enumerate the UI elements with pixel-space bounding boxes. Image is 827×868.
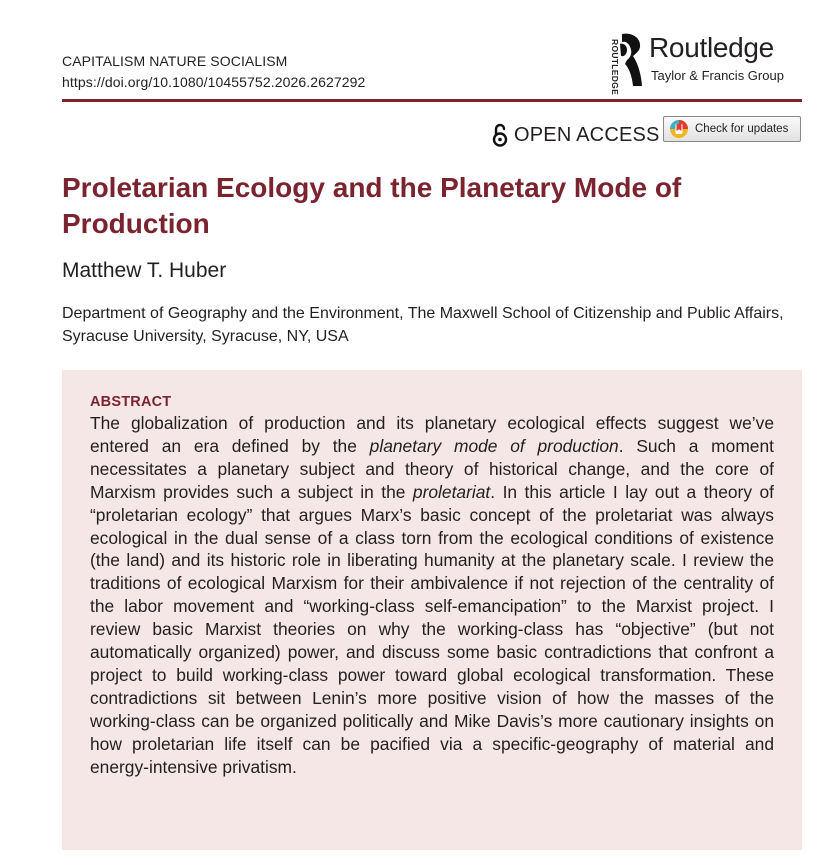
crossmark-icon <box>669 119 689 139</box>
abstract-label: ABSTRACT <box>90 394 172 410</box>
publisher-brand: Routledge <box>649 32 774 63</box>
abstract-emphasis-1: planetary mode of production <box>369 435 619 456</box>
open-lock-icon <box>492 123 508 147</box>
doi-link[interactable]: https://doi.org/10.1080/10455752.2026.2627292 <box>62 74 366 90</box>
article-title-line-2: Production <box>62 208 210 239</box>
abstract-text-part-2: . Such a moment necessitates a planetary subject and theory of historical change, and the core of Marxism provides such a subject in the <box>90 435 774 502</box>
abstract-text-part-3: . In this article I lay out a theory of “proletarian ecology” that argues Marx’s basic concept of the proletariat was always ecological in the dual sense of a class torn from the ecological conditions of existence (the land) and its historic role in liberating humanity at the planetary scale. I review the traditions of ecological Marxism for their ambivalence if not rejection of the centrality of the labor movement and “working-class self-emancipation” to the Marxist project. I review basic Marxist theories on why the working-class has “objective” (but not automatically organized) power, and discuss some basic contradictions that confront a project to build working-class power toward global ecological transformation. These contradictions sit between Lenin’s more positive vision of how the masses of the working-class can be organized politically and Mike Davis’s more cautionary insights on how proletarian life itself can be pacified via a specific-geography of material and energy-intensive privatism. <box>90 481 774 777</box>
abstract-text-part-1: The globalization of production and its planetary ecological effects suggest we’ve entered an era defined by the <box>90 413 774 456</box>
publisher-group: Taylor & Francis Group <box>651 68 784 83</box>
abstract-text <box>90 412 774 779</box>
publisher-vertical-text: ROUTLEDGE <box>610 39 620 96</box>
check-for-updates-label: Check for updates <box>695 123 789 135</box>
article-title <box>62 170 782 242</box>
article-title-line-1: Proletarian Ecology and the Planetary Mode of <box>62 172 682 203</box>
header-divider <box>62 99 802 102</box>
routledge-head-icon <box>614 32 644 88</box>
journal-header <box>62 51 365 93</box>
journal-name: CAPITALISM NATURE SOCIALISM <box>62 53 288 69</box>
author-affiliation: Department of Geography and the Environment, The Maxwell School of Citizenship and Public Affairs, Syracuse University, Syracuse, NY, USA <box>62 305 784 345</box>
abstract-emphasis-2: proletariat <box>412 481 491 502</box>
abstract-box <box>62 370 802 850</box>
open-access-label: OPEN ACCESS <box>514 123 660 146</box>
publisher-logo[interactable] <box>603 30 808 96</box>
author-name[interactable]: Matthew T. Huber <box>62 259 227 282</box>
open-access-badge <box>492 122 660 148</box>
check-for-updates-button[interactable] <box>663 116 801 142</box>
